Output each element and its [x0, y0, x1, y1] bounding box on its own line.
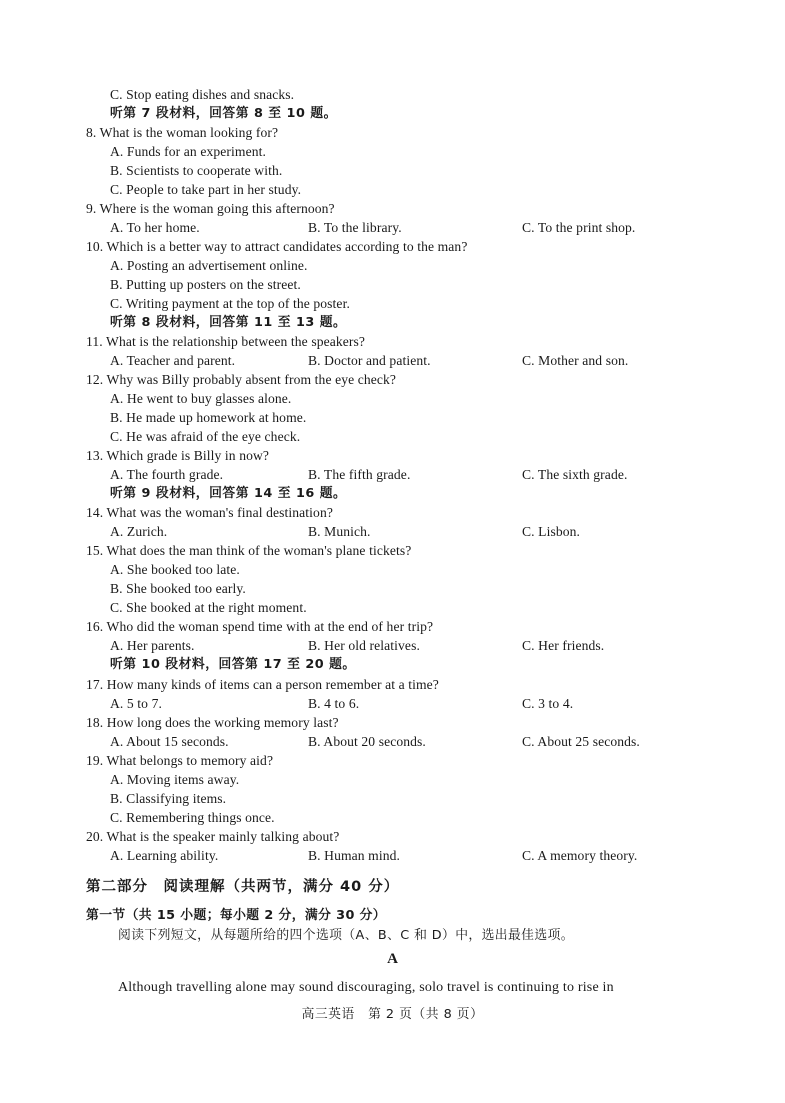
listening-heading-8: 听第 8 段材料，回答第 11 至 13 题。: [110, 315, 347, 330]
q18-stem: 18. How long does the working memory last?: [86, 715, 339, 730]
q15-option-b: B. She booked too early.: [110, 581, 246, 596]
q17-option-c: C. 3 to 4.: [522, 696, 574, 711]
listening-heading-9: 听第 9 段材料，回答第 14 至 16 题。: [110, 486, 347, 501]
q20-option-b: B. Human mind.: [308, 848, 401, 863]
q12-option-a: A. He went to buy glasses alone.: [110, 391, 292, 406]
q9-option-a: A. To her home.: [110, 220, 200, 235]
q20-stem: 20. What is the speaker mainly talking about?: [86, 829, 340, 844]
page-footer: 高三英语 第 2 页（共 8 页）: [301, 1007, 484, 1022]
q8-stem: 8. What is the woman looking for?: [86, 125, 279, 140]
q8-option-b: B. Scientists to cooperate with.: [110, 163, 283, 178]
section1-instructions: 阅读下列短文，从每题所给的四个选项（A、B、C 和 D）中，选出最佳选项。: [118, 928, 574, 943]
q9-option-b: B. To the library.: [308, 220, 402, 235]
q17-option-b: B. 4 to 6.: [308, 696, 360, 711]
q17-option-a: A. 5 to 7.: [110, 696, 162, 711]
q19-option-b: B. Classifying items.: [110, 791, 227, 806]
q18-option-a: A. About 15 seconds.: [110, 734, 229, 749]
q10-option-b: B. Putting up posters on the street.: [110, 277, 301, 292]
q11-option-a: A. Teacher and parent.: [110, 353, 236, 368]
q11-stem: 11. What is the relationship between the speakers?: [86, 334, 366, 349]
q20-option-c: C. A memory theory.: [522, 848, 638, 863]
q13-option-a: A. The fourth grade.: [110, 467, 224, 482]
q16-option-b: B. Her old relatives.: [308, 638, 420, 653]
listening-heading-7: 听第 7 段材料，回答第 8 至 10 题。: [110, 106, 337, 121]
q19-option-c: C. Remembering things once.: [110, 810, 275, 825]
q12-option-c: C. He was afraid of the eye check.: [110, 429, 301, 444]
q10-option-c: C. Writing payment at the top of the poster.: [110, 296, 350, 311]
passage-title: A: [387, 951, 398, 967]
q10-option-a: A. Posting an advertisement online.: [110, 258, 308, 273]
q18-option-b: B. About 20 seconds.: [308, 734, 426, 749]
q8-option-c: C. People to take part in her study.: [110, 182, 302, 197]
q16-option-c: C. Her friends.: [522, 638, 605, 653]
q7-option-c: C. Stop eating dishes and snacks.: [110, 87, 295, 102]
q12-stem: 12. Why was Billy probably absent from the eye check?: [86, 372, 397, 387]
q18-option-c: C. About 25 seconds.: [522, 734, 640, 749]
q13-option-c: C. The sixth grade.: [522, 467, 628, 482]
q17-stem: 17. How many kinds of items can a person remember at a time?: [86, 677, 439, 692]
q14-option-b: B. Munich.: [308, 524, 371, 539]
q13-option-b: B. The fifth grade.: [308, 467, 411, 482]
q14-stem: 14. What was the woman's final destination?: [86, 505, 333, 520]
q15-stem: 15. What does the man think of the woman's plane tickets?: [86, 543, 412, 558]
q16-stem: 16. Who did the woman spend time with at the end of her trip?: [86, 619, 434, 634]
q14-option-c: C. Lisbon.: [522, 524, 581, 539]
q10-stem: 10. Which is a better way to attract candidates according to the man?: [86, 239, 468, 254]
q19-stem: 19. What belongs to memory aid?: [86, 753, 274, 768]
q8-option-a: A. Funds for an experiment.: [110, 144, 266, 159]
q13-stem: 13. Which grade is Billy in now?: [86, 448, 270, 463]
q15-option-a: A. She booked too late.: [110, 562, 240, 577]
q11-option-c: C. Mother and son.: [522, 353, 629, 368]
passage-text: Although travelling alone may sound discouraging, solo travel is continuing to rise in: [118, 980, 614, 995]
q20-option-a: A. Learning ability.: [110, 848, 219, 863]
q9-option-c: C. To the print shop.: [522, 220, 636, 235]
listening-heading-10: 听第 10 段材料，回答第 17 至 20 题。: [110, 657, 356, 672]
q11-option-b: B. Doctor and patient.: [308, 353, 431, 368]
section1-title: 第一节（共 15 小题；每小题 2 分，满分 30 分）: [86, 908, 386, 923]
q9-stem: 9. Where is the woman going this afternoon?: [86, 201, 335, 216]
q19-option-a: A. Moving items away.: [110, 772, 240, 787]
q12-option-b: B. He made up homework at home.: [110, 410, 307, 425]
q15-option-c: C. She booked at the right moment.: [110, 600, 307, 615]
q16-option-a: A. Her parents.: [110, 638, 195, 653]
part2-title: 第二部分 阅读理解（共两节，满分 40 分）: [86, 879, 400, 895]
q14-option-a: A. Zurich.: [110, 524, 168, 539]
